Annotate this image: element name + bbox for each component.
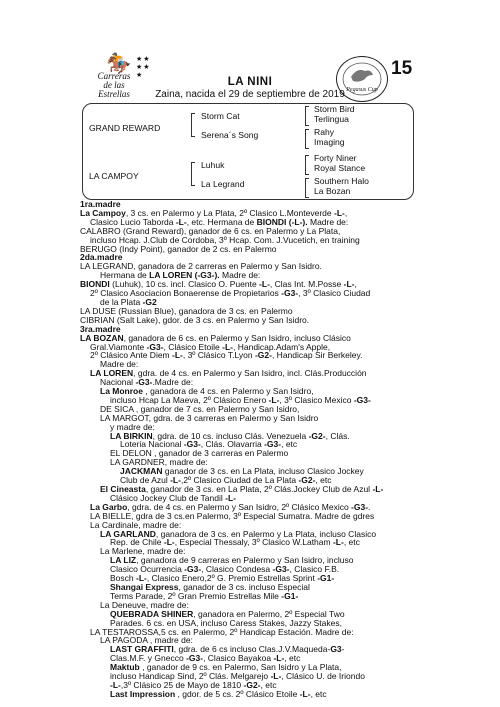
- bold-text: -L-: [372, 484, 384, 494]
- bold-text: -L-: [225, 492, 236, 503]
- text-run: , ganadora en Palermo, 2º Especial Two: [193, 608, 345, 619]
- bold-text: -G2-: [308, 430, 326, 441]
- sd-bracket: [305, 129, 309, 149]
- text-run: ,: [344, 207, 348, 218]
- text-run: LA MARGOT, gdra. de 3 carreras en Palermo y San Isidro: [100, 412, 319, 423]
- bold-text: Last Impression: [110, 688, 176, 699]
- text-run: , etc: [260, 679, 277, 690]
- bold-text: La Garbo: [90, 501, 128, 512]
- text-run: , etc: [284, 653, 301, 664]
- bold-text: -G3-: [184, 564, 202, 575]
- text-run: , Especial Thessaly, 3º Clasico W.Latham: [174, 537, 333, 548]
- bold-text: -G2: [142, 296, 157, 307]
- bold-text: -L-: [170, 475, 181, 486]
- bold-text: -G3-: [272, 564, 290, 575]
- text-run: , etc. Hermana de: [186, 216, 257, 227]
- bold-text: G3: [330, 644, 342, 655]
- text-run: La Cardinale, madre de:: [90, 519, 182, 530]
- bold-text: LA GARLAND: [100, 528, 156, 539]
- bold-text: -G2-: [254, 350, 272, 361]
- dam-dam-name: La Legrand: [201, 179, 245, 189]
- text-run: Gral.Viamonte: [90, 341, 147, 352]
- bold-text: LA LOREN: [90, 368, 134, 379]
- text-run: , gdra. de 10 cs. incluso Clás. Venezuela: [152, 430, 309, 441]
- text-run: -: [341, 644, 345, 655]
- text-run: BERUGO (Indy Point), ganador de 2 cs. en Palermo: [80, 243, 277, 254]
- text-run: , Clásico Etoile: [163, 341, 223, 352]
- bold-text: -L-: [273, 653, 285, 664]
- bold-text: -G1-: [281, 590, 299, 601]
- text-run: Clas.M.F. y Gnecco: [110, 653, 187, 664]
- carreras-logo: [88, 53, 158, 99]
- bold-text: -L-: [332, 537, 344, 548]
- text-run: , etc: [281, 439, 298, 450]
- text-run: de la Plata: [100, 296, 143, 307]
- ds-dam-name: Royal Stance: [314, 163, 366, 173]
- produce-record-text: [80, 200, 430, 699]
- text-run: incluso Hcap La Maeva, 2º Clásico Enero: [110, 394, 269, 405]
- ss-bracket: [305, 106, 309, 126]
- text-run: (Luhuk), 10 cs. incl. Clasico O. Puente: [109, 279, 260, 290]
- text-run: , 3º Clasico Ciudad: [298, 288, 371, 299]
- bold-text: -L-: [172, 350, 183, 361]
- bold-text: La Campoy: [80, 207, 126, 218]
- record-line: [80, 316, 430, 325]
- sire-bracket: [191, 113, 195, 137]
- bold-text: LA LOREN (-G3-).: [149, 270, 220, 281]
- bold-text: LA BOZAN: [80, 332, 124, 343]
- bold-text: -G3-: [264, 439, 282, 450]
- bold-text: -G3-: [183, 439, 201, 450]
- birth-subtitle: Zaina, nacida el 29 de septiembre de 2019: [155, 89, 345, 100]
- text-run: DE SICA , ganador de 7 cs. en Palermo y San Isidro,: [100, 403, 300, 414]
- text-run: , gdra. de 6 cs incluso Clas.J.V.Maqueda-: [173, 644, 331, 655]
- text-run: , gdra. de 4 cs. en Palermo y San Isidro, 2º Clásico Mexico: [127, 501, 352, 512]
- text-run: , gdor. de 5 cs. 2º Clásico Etoile: [175, 688, 300, 699]
- dd-dam-name: La Bozan: [314, 186, 351, 196]
- bold-text: -G3-: [146, 341, 164, 352]
- seal-text: Pegasus Cup: [346, 87, 378, 93]
- text-run: Bosch: [110, 573, 136, 584]
- text-run: La Deneuve, madre de:: [100, 599, 189, 610]
- bold-text: -G3-: [281, 288, 299, 299]
- text-run: incluso Hcap. J.Club de Cordoba, 3º Hcap. Com. J.Vucetich, en training: [90, 234, 360, 245]
- ds-sire-name: Forty Niner: [314, 153, 357, 163]
- text-run: EL DELON , ganador de 3 carreras en Palermo: [110, 448, 289, 459]
- horse-name-title: LA NINI: [227, 76, 273, 88]
- bold-text: El Cineasta: [100, 484, 146, 494]
- bold-text: -G3-: [351, 501, 369, 512]
- bold-text: -L-: [136, 573, 147, 584]
- text-run: y madre de:: [110, 421, 155, 432]
- ds-bracket: [305, 155, 309, 175]
- ss-sire-name: Storm Bird: [314, 104, 355, 114]
- text-run: Clasico Ocurrencia: [110, 564, 185, 575]
- bold-text: LA LIZ: [110, 555, 137, 566]
- text-run: , Clás. Olavarria: [200, 439, 265, 450]
- text-run: LA PAGODA , madre de:: [100, 635, 193, 646]
- text-run: , Clásico U. de Iriondo: [281, 671, 365, 682]
- text-run: , Clás.: [325, 430, 350, 441]
- sire-name: GRAND REWARD: [89, 123, 161, 133]
- text-run: , etc: [343, 537, 360, 548]
- text-run: Loteria Nacional: [120, 439, 184, 450]
- text-run: Clasico Lucio Taborda: [90, 216, 176, 227]
- bold-text: JACKMAN: [120, 466, 163, 477]
- text-run: ,3º Clásico 25 de Mayo de 1810: [120, 679, 244, 690]
- text-run: , ganador de 3 cs. en La Plata, 2º Clás.Jockey Club de Azul: [145, 484, 373, 494]
- dam-sire-name: Luhuk: [201, 160, 225, 170]
- text-run: LA LEGRAND, ganadora de 2 carreras en Palermo y San Isidro.: [80, 261, 322, 272]
- bold-text: -L-: [259, 279, 270, 290]
- text-run: ,2º Clasico Ciudad de La Plata: [180, 475, 299, 486]
- bold-text: -L-: [163, 537, 175, 548]
- text-run: CALABRO (Grand Reward), ganador de 6 cs. en Palermo y La Plata,: [80, 225, 341, 236]
- logo-line1: Carreras: [97, 71, 131, 81]
- text-run: , etc: [315, 475, 332, 486]
- bold-text: -G3-: [186, 653, 204, 664]
- text-run: , Clasico Condesa: [201, 564, 273, 575]
- text-run: , Clas Int. M.Posse: [269, 279, 344, 290]
- stars-icon: ★★ ★★ ★: [136, 56, 151, 79]
- bold-text: -L-: [110, 679, 121, 690]
- text-run: ganador de 3 cs. en La Plata, incluso Clasico Jockey: [162, 466, 364, 477]
- pedigree-box: [82, 103, 414, 200]
- text-run: Rep. de Chile: [110, 537, 164, 548]
- text-run: ,: [354, 279, 357, 290]
- text-run: , 3 cs. en Palermo y La Plata, 2º Clasico L.Monteverde: [125, 207, 334, 218]
- bold-text: LAST GRAFFITI: [110, 644, 174, 655]
- bold-text: 2da.madre: [80, 252, 123, 263]
- text-run: LA BIELLE, gdra de 3 cs.en Palermo, 3º Especial Sumatra. Madre de gdres: [90, 510, 375, 521]
- bold-text: -G2-: [243, 679, 261, 690]
- ss-dam-name: Terlingua: [314, 114, 349, 124]
- text-run: , ganadora de 4 cs. en Palermo y San Isidro,: [142, 386, 314, 397]
- text-run: , ganadora de 6 cs. en Palermo y San Isidro, incluso Clásico: [123, 332, 351, 343]
- record-line: [80, 690, 430, 699]
- text-run: LA DUSE (Russian Blue), ganadora de 3 cs. en Palermo: [80, 305, 293, 316]
- text-run: Clásico Jockey Club de Tandil: [110, 492, 226, 503]
- bold-text: -L-: [343, 279, 355, 290]
- bold-text: Maktub: [110, 662, 140, 673]
- text-run: Hermana de: [100, 270, 150, 281]
- sd-dam-name: Imaging: [314, 137, 345, 147]
- text-run: , etc: [310, 688, 327, 699]
- bold-text: -L-: [270, 671, 282, 682]
- page-number: 15: [391, 58, 413, 79]
- text-run: , ganadora de 9 carreras en Palermo y San Isidro, incluso: [136, 555, 354, 566]
- bold-text: -L-: [175, 216, 187, 227]
- text-run: 2º Clásico Ante Diem: [90, 350, 172, 361]
- bold-text: -L-: [268, 394, 280, 405]
- text-run: .Madre de:: [152, 377, 194, 388]
- text-run: Nacional: [100, 377, 136, 388]
- bold-text: BIONDI: [80, 279, 110, 290]
- text-run: , Clasico Enero,2º G. Premio Estrellas Sprint: [146, 573, 318, 584]
- text-run: , ganadora de 3 cs. en Palermo y La Plata, incluso Clasico: [155, 528, 377, 539]
- text-run: , ganador de 9 cs. en Palermo, San Isidro y La Plata,: [139, 662, 342, 673]
- horse-rider-icon: 🏇: [106, 53, 131, 75]
- bold-text: LA BIRKIN: [110, 430, 153, 441]
- text-run: Terms Parade, 2º Gran Premio Estrellas Mile: [110, 590, 282, 601]
- bold-text: QUEBRADA SHINER: [110, 608, 194, 619]
- text-run: Madre de:: [219, 270, 261, 281]
- dd-sire-name: Southern Halo: [314, 176, 369, 186]
- text-run: Madre de:: [100, 359, 139, 370]
- bold-text: -L-: [333, 207, 345, 218]
- bold-text: -G3-: [353, 394, 371, 405]
- text-run: CIBRIAN (Salt Lake), gdor. de 3 cs. en Palermo y San Isidro.: [80, 314, 310, 325]
- bold-text: La Monroe: [100, 386, 143, 397]
- bold-text: 3ra.madre: [80, 323, 121, 334]
- dam-name: LA CAMPOY: [89, 171, 139, 181]
- bold-text: -G1-: [317, 573, 335, 584]
- text-run: incluso Handicap Sind, 2º Clás. Melgarejo: [110, 671, 271, 682]
- text-run: , Clasico F.B.: [289, 564, 340, 575]
- sire-sire-name: Storm Cat: [201, 111, 240, 121]
- text-run: 2º Clasico Asociacion Bonaerense de Propietarios: [90, 288, 282, 299]
- bold-text: Shangai Express: [110, 581, 179, 592]
- text-run: La Marlene, madre de:: [100, 546, 186, 557]
- bold-text: 1ra.madre: [80, 199, 121, 209]
- record-line: [80, 245, 430, 254]
- text-run: .: [368, 501, 371, 512]
- text-run: , Clasico Bayakoa: [203, 653, 274, 664]
- text-run: LA GARDNER, madre de:: [110, 457, 208, 468]
- text-run: , ganador de 3 cs. incluso Especial: [178, 581, 310, 592]
- bold-text: -G3-: [135, 377, 153, 388]
- text-run: , Handicap.Adam's Apple,: [233, 341, 331, 352]
- dd-bracket: [305, 178, 309, 198]
- text-run: , 3º Clásico T.Lyon: [182, 350, 255, 361]
- bold-text: -L-: [299, 688, 311, 699]
- bold-text: BIONDI (-L-).: [256, 216, 308, 227]
- bold-text: -G2-: [298, 475, 316, 486]
- text-run: , 3º Clasico Mexico: [279, 394, 354, 405]
- text-run: Madre de:: [307, 216, 349, 227]
- text-run: , gdra. de 4 cs. en Palermo y San Isidro, incl. Clás.Producción: [133, 368, 367, 379]
- sire-dam-name: Serena´s Song: [201, 130, 259, 140]
- text-run: , Handicap Sir Berkeley.: [271, 350, 363, 361]
- sd-sire-name: Rahy: [314, 127, 335, 137]
- text-run: Club de Azul: [120, 475, 171, 486]
- bold-text: -L-: [222, 341, 233, 352]
- logo-line2: de las Estrellas: [98, 80, 130, 99]
- dam-bracket: [191, 162, 195, 186]
- text-run: LA TESTAROSSA,5 cs. en Palermo, 2º Handicap Estación. Madre de:: [90, 626, 354, 637]
- text-run: Parades. 6 cs. en USA, incluso Caress Stakes, Jazzy Stakes,: [110, 617, 342, 628]
